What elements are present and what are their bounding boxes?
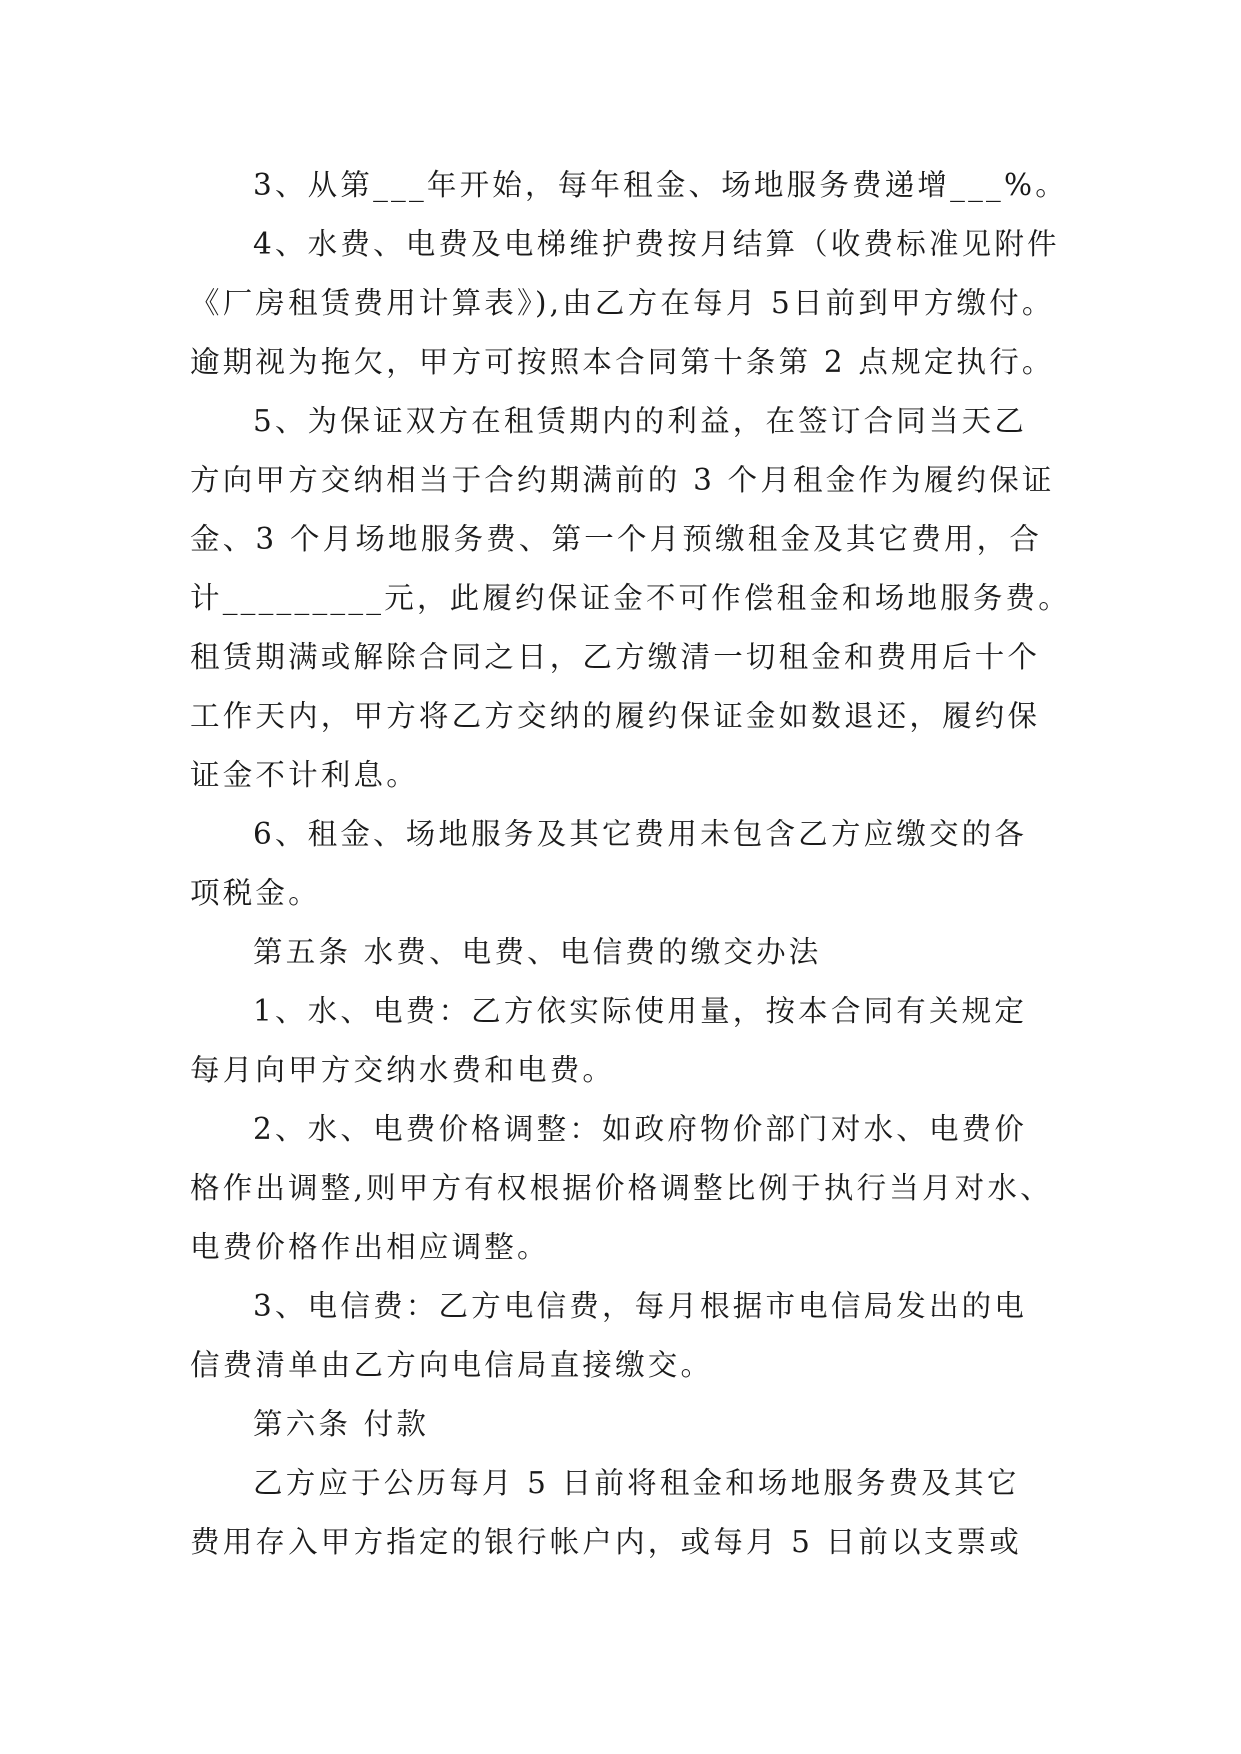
section-heading: 第五条 水费、电费、电信费的缴交办法 xyxy=(253,935,822,969)
text-line: 电费价格作出相应调整。 xyxy=(190,1230,550,1264)
text-line: 计_________元，此履约保证金不可作偿租金和场地服务费。 xyxy=(190,581,1071,615)
text-line: 乙方应于公历每月 5 日前将租金和场地服务费及其它 xyxy=(253,1466,1020,1500)
text-line: 项税金。 xyxy=(190,876,321,910)
text-line: 信费清单由乙方向电信局直接缴交。 xyxy=(190,1348,714,1382)
text-line: 租赁期满或解除合同之日，乙方缴清一切租金和费用后十个 xyxy=(190,640,1041,674)
text-line: 每月向甲方交纳水费和电费。 xyxy=(190,1053,616,1087)
contract-body-text xyxy=(190,156,1071,1572)
text-line: 1、水、电费：乙方依实际使用量，按本合同有关规定 xyxy=(253,994,1028,1028)
text-line: 费用存入甲方指定的银行帐户内，或每月 5 日前以支票或 xyxy=(190,1525,1022,1559)
text-line: 5、为保证双方在租赁期内的利益，在签订合同当天乙 xyxy=(253,404,1028,438)
section-heading: 第六条 付款 xyxy=(253,1407,430,1441)
text-line: 逾期视为拖欠，甲方可按照本合同第十条第 2 点规定执行。 xyxy=(190,345,1055,379)
text-line: 方向甲方交纳相当于合约期满前的 3 个月租金作为履约保证 xyxy=(190,463,1055,497)
text-line: 3、电信费：乙方电信费，每月根据市电信局发出的电 xyxy=(253,1289,1028,1323)
text-line: 4、水费、电费及电梯维护费按月结算（收费标准见附件 xyxy=(253,227,1060,261)
text-line: 《厂房租赁费用计算表》),由乙方在每月 5日前到甲方缴付。 xyxy=(190,286,1055,320)
text-line: 工作天内，甲方将乙方交纳的履约保证金如数退还，履约保 xyxy=(190,699,1041,733)
text-line: 3、从第___年开始，每年租金、场地服务费递增___%。 xyxy=(253,168,1068,202)
text-line: 格作出调整,则甲方有权根据价格调整比例于执行当月对水、 xyxy=(190,1171,1053,1205)
text-line: 2、水、电费价格调整：如政府物价部门对水、电费价 xyxy=(253,1112,1028,1146)
text-line: 金、3 个月场地服务费、第一个月预缴租金及其它费用，合 xyxy=(190,522,1043,556)
text-line: 证金不计利息。 xyxy=(190,758,419,792)
text-line: 6、租金、场地服务及其它费用未包含乙方应缴交的各 xyxy=(253,817,1028,851)
